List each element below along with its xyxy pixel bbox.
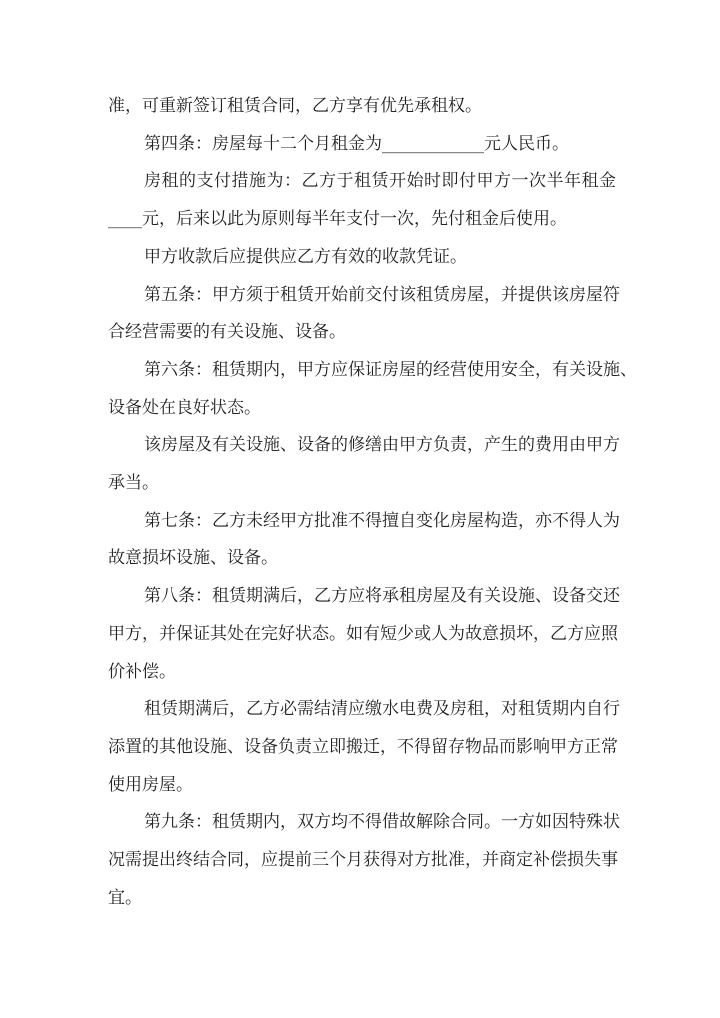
text-line: 房租的支付措施为：乙方于租赁开始时即付甲方一次半年租金 (144, 171, 616, 192)
paragraph-article-5 (108, 277, 620, 352)
paragraph-lease-end (108, 691, 620, 804)
text-line: 况需提出终结合同，应提前三个月获得对方批准，并商定补偿损失事 (108, 850, 618, 871)
paragraph-article-6 (108, 352, 637, 427)
text-line: 租赁期满后，乙方必需结清应缴水电费及房租，对租赁期内自行 (144, 699, 620, 720)
text-line: 价补偿。 (108, 661, 176, 682)
text-line: 第七条：乙方未经甲方批准不得擅自变化房屋构造，亦不得人为 (144, 510, 620, 531)
text-line: 准，可重新签订租赁合同，乙方享有优先承租权。 (108, 96, 482, 116)
paragraph-article-8 (108, 578, 620, 691)
paragraph-receipt (108, 239, 616, 277)
text-line: 第五条：甲方须于租赁开始前交付该租赁房屋，并提供该房屋符 (144, 284, 620, 305)
paragraph-article-7 (108, 503, 620, 578)
text-line: 甲方，并保证其处在完好状态。如有短少或人为故意损坏，乙方应照 (108, 623, 618, 644)
paragraph-article-9 (108, 804, 620, 917)
paragraph-rent-payment (108, 163, 616, 238)
text-line: 第四条：房屋每十二个月租金为____________元人民币。 (144, 133, 569, 154)
text-line: 承当。 (108, 473, 159, 494)
text-line: ____元，后来以此为原则每半年支付一次，先付租金后使用。 (108, 209, 567, 230)
text-line: 第六条：租赁期内，甲方应保证房屋的经营使用安全，有关设施、 (144, 359, 637, 380)
text-line: 故意损坏设施、设备。 (108, 548, 278, 569)
text-line: 该房屋及有关设施、设备的修缮由甲方负责，产生的费用由甲方 (144, 435, 620, 456)
text-line: 合经营需要的有关设施、设备。 (108, 322, 346, 343)
text-line: 甲方收款后应提供应乙方有效的收款凭证。 (144, 246, 467, 267)
text-line: 设备处在良好状态。 (108, 397, 261, 418)
text-line: 宜。 (108, 887, 142, 908)
paragraph-continuation (108, 88, 616, 126)
paragraph-article-4 (108, 126, 616, 164)
document-body (108, 88, 637, 917)
text-line: 添置的其他设施、设备负责立即搬迁，不得留存物品而影响甲方正常 (108, 736, 618, 757)
text-line: 使用房屋。 (108, 774, 193, 795)
text-line: 第九条：租赁期内，双方均不得借故解除合同。一方如因特殊状 (144, 812, 620, 833)
text-line: 第八条：租赁期满后，乙方应将承租房屋及有关设施、设备交还 (144, 586, 620, 607)
paragraph-repairs (108, 427, 620, 502)
